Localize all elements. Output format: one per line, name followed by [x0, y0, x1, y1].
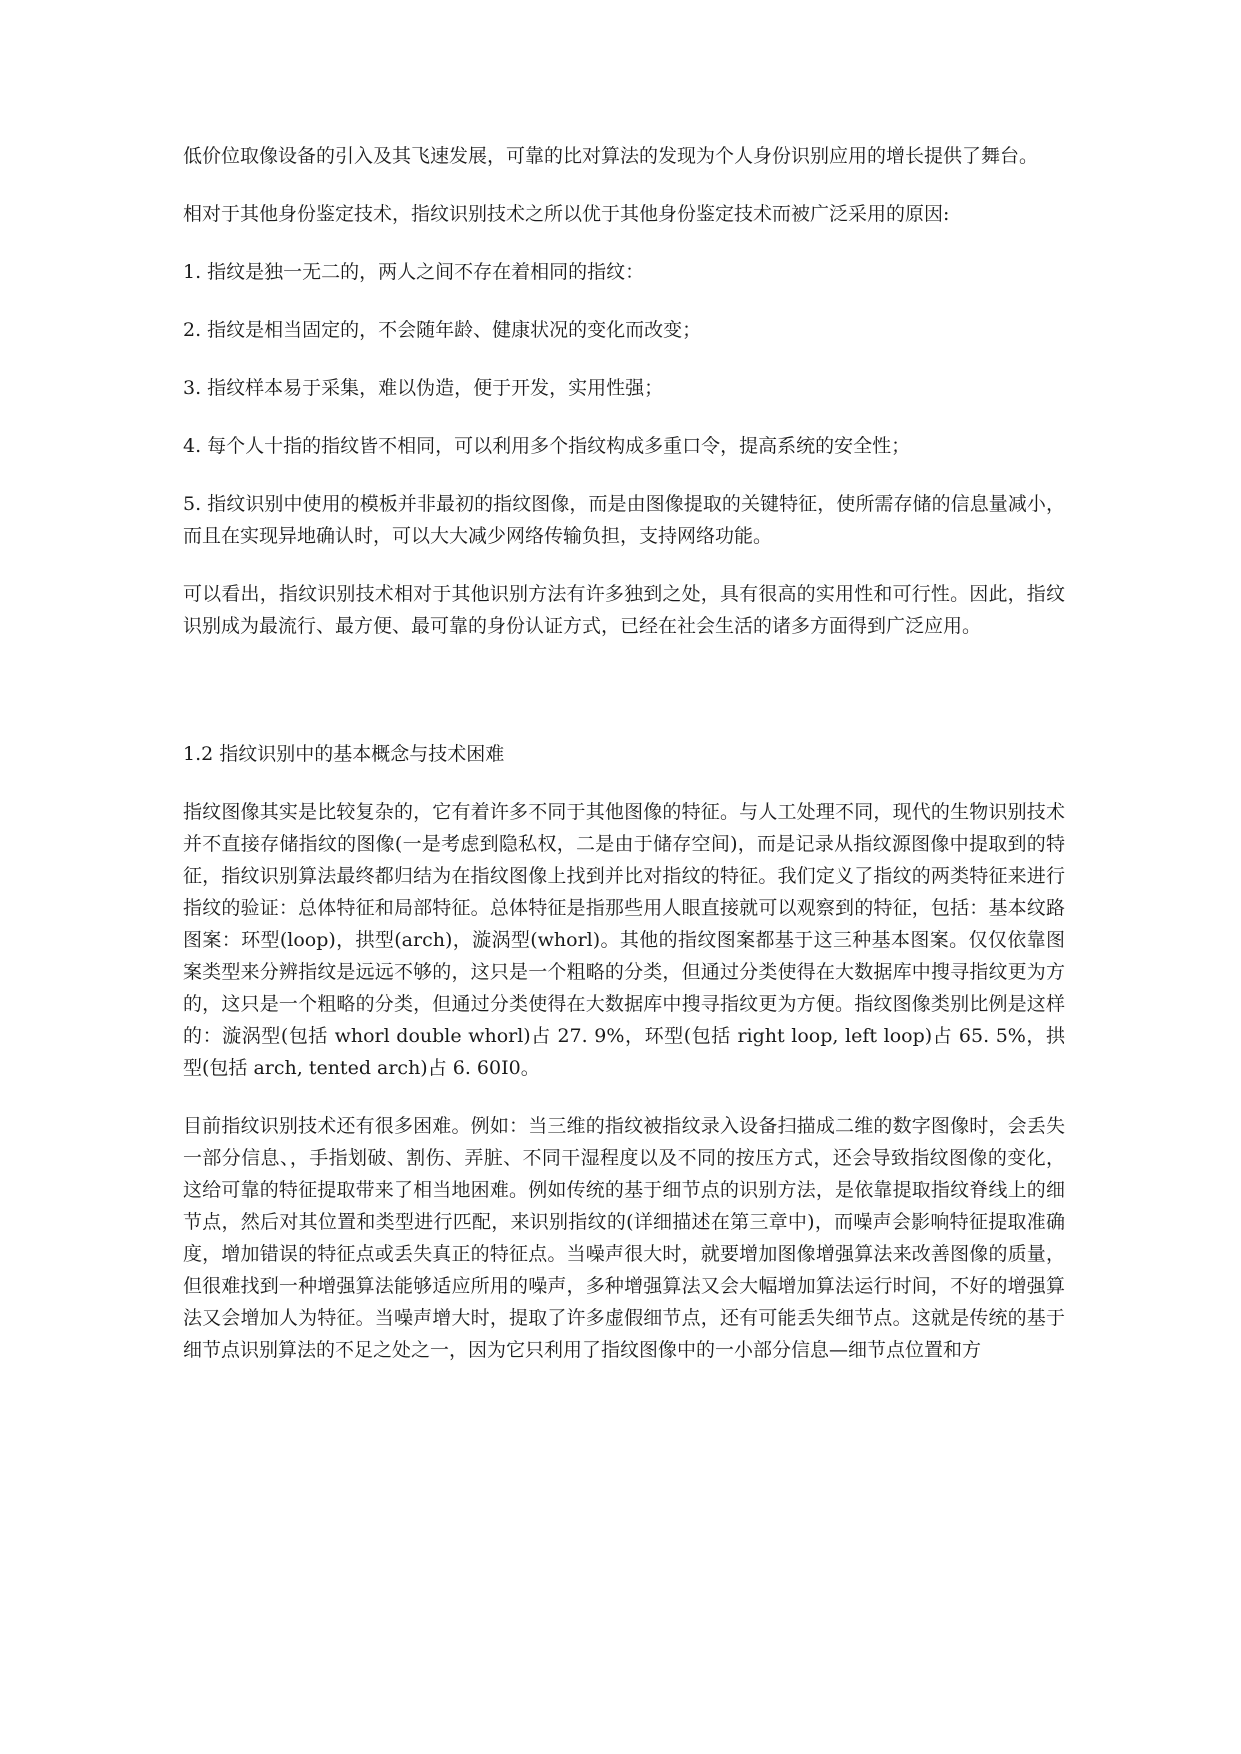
document-page	[183, 140, 1065, 1392]
paragraph-concepts: 指纹图像其实是比较复杂的，它有着许多不同于其他图像的特征。与人工处理不同，现代的生物识别技术并不直接存储指纹的图像(一是考虑到隐私权，二是由于储存空间)，而是记录从指纹源图像中提取到的特征，指纹识别算法最终都归结为在指纹图像上找到并比对指纹的特征。我们定义了指纹的两类特征来进行指纹的验证：总体特征和局部特征。总体特征是指那些用人眼直接就可以观察到的特征，包括：基本纹路图案：环型(loop)，拱型(arch)，漩涡型(whorl)。其他的指纹图案都基于这三种基本图案。仅仅依靠图案类型来分辨指纹是远远不够的，这只是一个粗略的分类，但通过分类使得在大数据库中搜寻指纹更为方的，这只是一个粗略的分类，但通过分类使得在大数据库中搜寻指纹更为方便。指纹图像类别比例是这样的：漩涡型(包括 whorl double whorl)占 27. 9%，环型(包括 right loop, left loop)占 65. 5%，拱型(包括 arch, tented arch)占 6. 60I0。	[183, 801, 1065, 1079]
section-spacer	[183, 668, 1065, 738]
list-item-5: 5. 指纹识别中使用的模板并非最初的指纹图像，而是由图像提取的关键特征，使所需存储的信息量减小，而且在实现异地确认时，可以大大减少网络传输负担，支持网络功能。	[183, 493, 1065, 547]
paragraph-intro: 低价位取像设备的引入及其飞速发展，可靠的比对算法的发现为个人身份识别应用的增长提供了舞台。	[183, 145, 1039, 167]
list-item-2: 2. 指纹是相当固定的，不会随年龄、健康状况的变化而改变；	[183, 319, 702, 341]
section-heading: 1.2 指纹识别中的基本概念与技术困难	[183, 743, 505, 765]
paragraph-conclusion: 可以看出，指纹识别技术相对于其他识别方法有许多独到之处，具有很高的实用性和可行性。因此，指纹识别成为最流行、最方便、最可靠的身份认证方式，已经在社会生活的诸多方面得到广泛应用。	[183, 583, 1065, 637]
list-item-1: 1. 指纹是独一无二的，两人之间不存在着相同的指纹：	[183, 261, 645, 283]
list-item-3: 3. 指纹样本易于采集，难以伪造，便于开发，实用性强；	[183, 377, 664, 399]
paragraph-difficulties: 目前指纹识别技术还有很多困难。例如：当三维的指纹被指纹录入设备扫描成二维的数字图像时，会丢失一部分信息、，手指划破、割伤、弄脏、不同干湿程度以及不同的按压方式，还会导致指纹图像的变化，这给可靠的特征提取带来了相当地困难。例如传统的基于细节点的识别方法，是依靠提取指纹脊线上的细节点，然后对其位置和类型进行匹配，来识别指纹的(详细描述在第三章中)，而噪声会影响特征提取准确度，增加错误的特征点或丢失真正的特征点。当噪声很大时，就要增加图像增强算法来改善图像的质量，但很难找到一种增强算法能够适应所用的噪声，多种增强算法又会大幅增加算法运行时间，不好的增强算法又会增加人为特征。当噪声增大时，提取了许多虚假细节点，还有可能丢失细节点。这就是传统的基于细节点识别算法的不足之处之一，因为它只利用了指纹图像中的一小部分信息—细节点位置和方	[183, 1115, 1065, 1361]
list-item-4: 4. 每个人十指的指纹皆不相同，可以利用多个指纹构成多重口令，提高系统的安全性；	[183, 435, 911, 457]
paragraph-reasons-lead: 相对于其他身份鉴定技术，指纹识别技术之所以优于其他身份鉴定技术而被广泛采用的原因:	[183, 203, 950, 225]
